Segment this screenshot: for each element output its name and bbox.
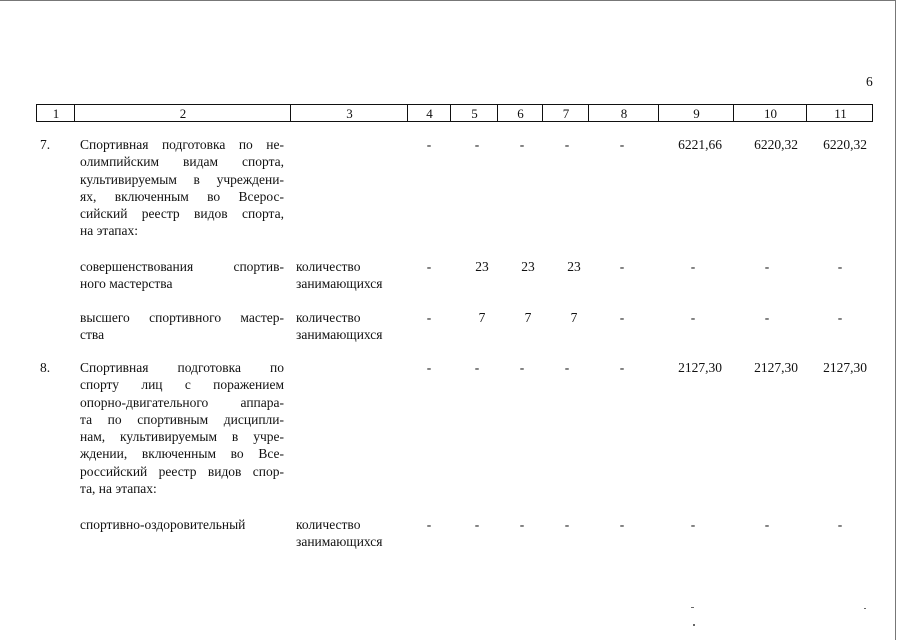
value-cell: 23 [567, 259, 581, 274]
value-cell: - [564, 137, 570, 152]
value-cell: - [619, 310, 625, 325]
scan-edge-top [0, 0, 895, 1]
value-cell: - [426, 517, 432, 532]
value-cell: 6220,32 [754, 137, 798, 152]
value-cell: - [519, 137, 525, 152]
value-cell: - [690, 259, 696, 274]
header-cell: 4 [426, 106, 433, 121]
row-name-line: спортивно-оздоровительный [80, 517, 246, 532]
value-cell: 7 [570, 310, 578, 325]
row-name-line: спорту лиц с поражением [80, 377, 284, 393]
row-name-line: ства [80, 327, 105, 343]
value-cell: - [519, 360, 525, 375]
value-cell: 23 [475, 259, 489, 274]
value-cell: - [690, 310, 696, 325]
scan-edge-right [895, 0, 896, 640]
value-cell: 2127,30 [823, 360, 867, 375]
value-cell: - [619, 360, 625, 375]
value-cell: - [426, 137, 432, 152]
value-cell: 6221,66 [678, 137, 722, 152]
row-name-line: та, на этапах: [80, 481, 157, 497]
row-name [80, 309, 284, 344]
row-name-line: российский реестр видов спор- [80, 463, 284, 479]
value-cell: - [837, 517, 843, 532]
row-number: 7. [40, 137, 51, 152]
unit-line: количество [296, 259, 361, 274]
row-name-line: нам, культивируемым в учре- [80, 429, 284, 445]
value-cell: - [519, 517, 525, 532]
page-number: 6 [866, 74, 873, 89]
header-cell: 6 [517, 106, 524, 121]
value-cell: - [564, 517, 570, 532]
unit-line: занимающихся [296, 534, 383, 550]
row-name [80, 516, 284, 533]
row-name-line: ного мастерства [80, 276, 173, 292]
row-number: 8. [40, 360, 51, 375]
value-cell: - [764, 517, 770, 532]
column-number-header [36, 104, 873, 122]
unit-of-measure [296, 309, 404, 344]
row-name [80, 258, 284, 293]
value-cell: 7 [478, 310, 486, 325]
header-cell: 5 [471, 106, 478, 121]
scan-speck [864, 608, 866, 609]
scan-speck [693, 624, 695, 626]
value-cell: - [764, 310, 770, 325]
header-cell: 8 [620, 106, 628, 121]
row-name [80, 136, 284, 240]
unit-line: количество [296, 310, 361, 325]
value-cell: 2127,30 [678, 360, 722, 375]
header-cell: 10 [764, 106, 777, 121]
header-cell: 3 [346, 106, 353, 121]
row-name-line: высшего спортивного мастер- [80, 310, 284, 325]
row-name-line: Спортивная подготовка по [80, 360, 284, 375]
value-cell: - [474, 137, 480, 152]
row-name-line: сийский реестр видов спорта, [80, 206, 284, 222]
value-cell: - [474, 517, 480, 532]
value-cell: 2127,30 [754, 360, 798, 375]
row-name-line: олимпийским видам спорта, [80, 154, 284, 170]
row-name-line: та по спортивным дисципли- [80, 411, 284, 427]
value-cell: - [474, 360, 480, 375]
row-name-line: культивируемым в учреждени- [80, 171, 284, 187]
scan-speck [691, 607, 694, 608]
value-cell: - [837, 259, 843, 274]
header-cell: 7 [562, 106, 570, 121]
value-cell: - [426, 310, 432, 325]
header-cell: 11 [834, 106, 847, 121]
row-name-line: ях, включенным во Всерос- [80, 188, 284, 204]
value-cell: 6220,32 [823, 137, 867, 152]
header-cell: 2 [179, 106, 187, 121]
unit-of-measure [296, 258, 404, 293]
row-name-line: на этапах: [80, 223, 138, 239]
value-cell: - [837, 310, 843, 325]
value-cell: - [426, 360, 432, 375]
unit-of-measure [296, 516, 404, 551]
row-name-line: ждении, включенным во Все- [80, 446, 284, 462]
value-cell: - [426, 259, 432, 274]
unit-line: занимающихся [296, 327, 383, 343]
row-name-line: Спортивная подготовка по не- [80, 137, 284, 152]
header-cell: 1 [52, 106, 60, 121]
unit-line: занимающихся [296, 276, 383, 292]
value-cell: 23 [521, 259, 535, 274]
value-cell: - [619, 259, 625, 274]
value-cell: - [619, 137, 625, 152]
row-name [80, 359, 284, 497]
value-cell: - [690, 517, 696, 532]
row-name-line: опорно-двигательного аппара- [80, 394, 284, 410]
value-cell: - [619, 517, 625, 532]
value-cell: - [764, 259, 770, 274]
value-cell: - [564, 360, 570, 375]
unit-line: количество [296, 517, 361, 532]
value-cell: 7 [524, 310, 532, 325]
header-cell: 9 [693, 106, 700, 121]
row-name-line: совершенствования спортив- [80, 259, 284, 274]
